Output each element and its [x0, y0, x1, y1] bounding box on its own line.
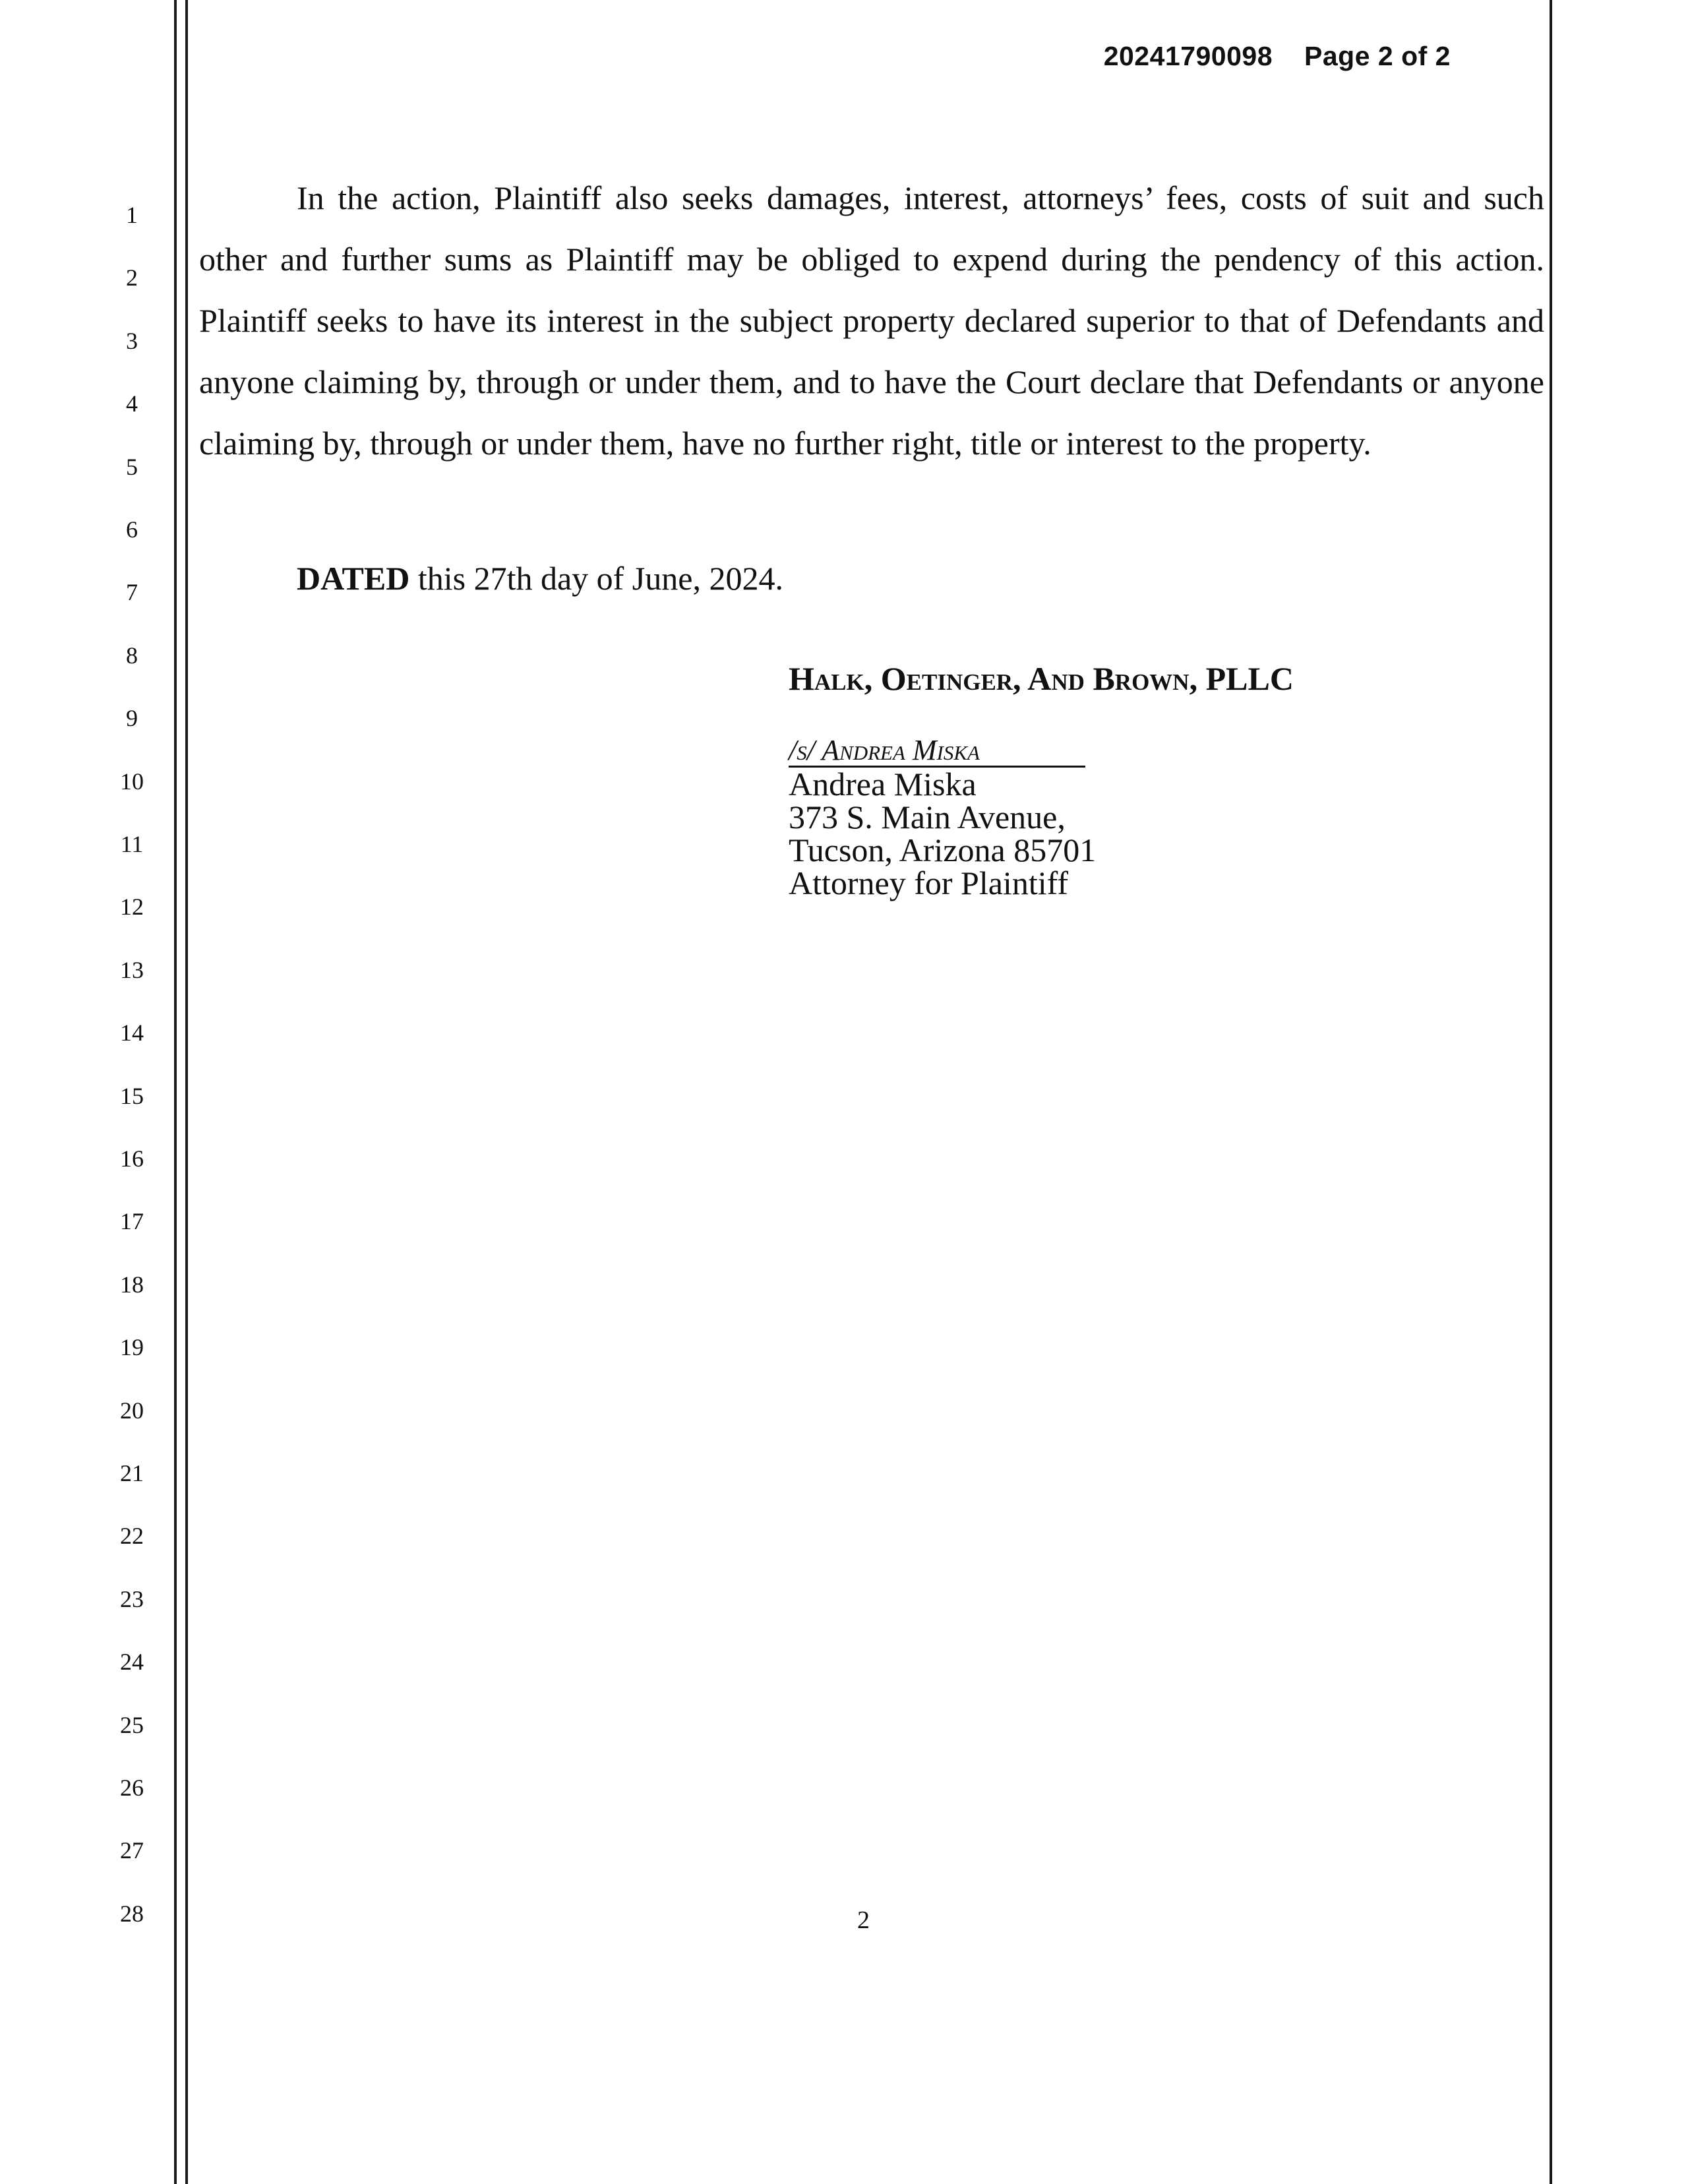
dated-label: DATED [297, 560, 410, 597]
dated-line [297, 559, 783, 597]
line-number: 1 [126, 202, 138, 228]
line-number: 3 [126, 327, 138, 354]
line-number: 27 [120, 1837, 144, 1864]
line-number: 23 [120, 1585, 144, 1612]
address-line-1: 373 S. Main Avenue, [789, 799, 1066, 835]
dated-text: this 27th day of June, 2024. [409, 560, 783, 597]
left-margin-rule-inner [185, 0, 188, 2184]
line-number: 16 [120, 1145, 144, 1172]
line-number: 8 [126, 642, 138, 669]
line-number: 6 [126, 516, 138, 543]
line-number: 12 [120, 894, 144, 921]
line-number: 7 [126, 579, 138, 606]
line-number: 25 [120, 1711, 144, 1738]
line-number: 18 [120, 1271, 144, 1298]
line-number: 5 [126, 453, 138, 480]
firm-name: Halk, Oetinger, And Brown, PLLC [789, 660, 1294, 697]
body-text [199, 167, 1544, 474]
line-number: 2 [126, 264, 138, 291]
address-line-2: Tucson, Arizona 85701 [789, 832, 1097, 868]
line-number: 11 [120, 831, 144, 857]
line-number: 10 [120, 768, 144, 795]
attorney-name: Andrea Miska [789, 766, 977, 803]
page-label: Page 2 of 2 [1304, 41, 1451, 71]
line-number: 24 [120, 1649, 144, 1676]
footer-page-number: 2 [857, 1906, 870, 1934]
line-number: 21 [120, 1460, 144, 1486]
electronic-signature: /s/ Andrea Miska [789, 735, 1085, 768]
line-number: 14 [120, 1019, 144, 1046]
attorney-role: Attorney for Plaintiff [789, 864, 1068, 901]
page-header [1104, 41, 1451, 72]
line-number: 22 [120, 1523, 144, 1550]
line-number: 28 [120, 1900, 144, 1927]
line-number: 19 [120, 1334, 144, 1361]
line-number: 26 [120, 1774, 144, 1801]
body-paragraph: In the action, Plaintiff also seeks damages, interest, attorneys’ fees, costs of suit and such other and further sums as Plaintiff may be obliged to expend during the pendency of this action. Plaintiff seeks to have its interest in the subject property declared superior to that of Defendants and anyone claiming by, through or under them, and to have the Court declare that Defendants or anyone claiming by, through or under them, have no further right, title or interest to the property. [199, 179, 1544, 462]
line-number: 20 [120, 1397, 144, 1424]
line-number: 9 [126, 705, 138, 732]
line-number: 17 [120, 1208, 144, 1235]
document-number: 20241790098 [1103, 41, 1273, 71]
left-margin-rule-outer [174, 0, 177, 2184]
right-margin-rule [1550, 0, 1552, 2184]
line-number: 15 [120, 1082, 144, 1109]
line-number: 13 [120, 956, 144, 983]
signature-block [789, 659, 1294, 899]
line-number: 4 [126, 390, 138, 417]
